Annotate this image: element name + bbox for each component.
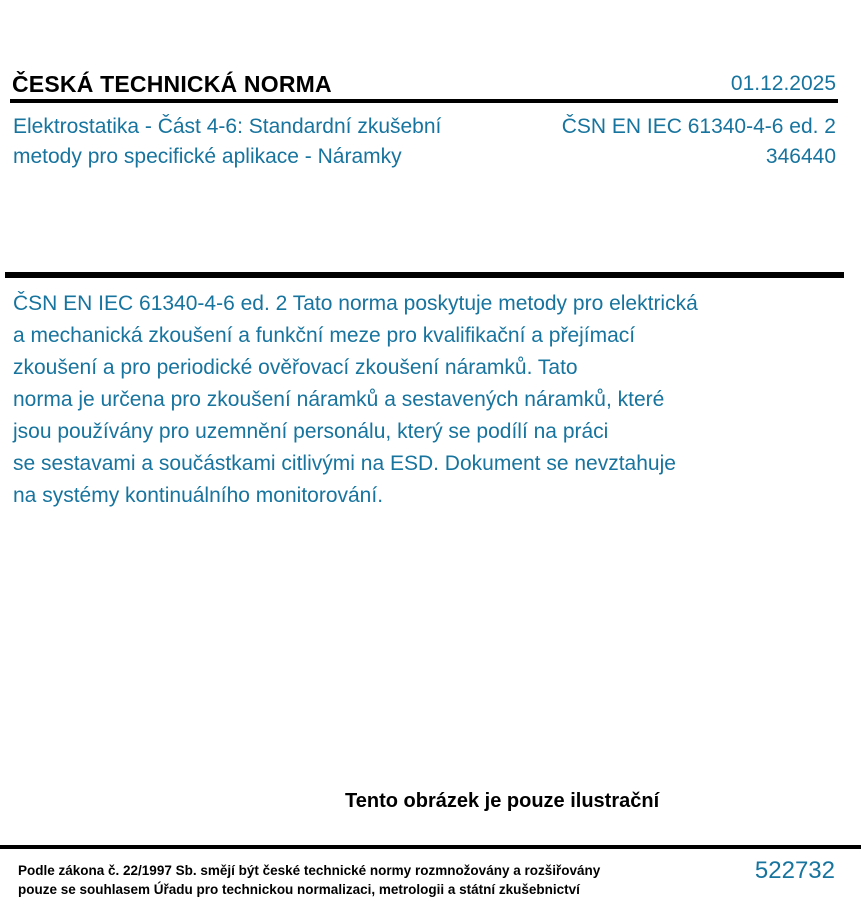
footer-legal-notice xyxy=(18,861,600,899)
footer-divider xyxy=(0,845,861,849)
abstract-line: ČSN EN IEC 61340-4-6 ed. 2 Tato norma poskytuje metody pro elektrická xyxy=(13,292,698,315)
standard-designation-block xyxy=(562,112,836,172)
issue-date: 01.12.2025 xyxy=(730,72,836,95)
header-divider xyxy=(10,99,838,103)
abstract-line: na systémy kontinuálního monitorování. xyxy=(13,484,384,507)
abstract-divider xyxy=(5,272,844,278)
standard-subtitle-line2: metody pro specifické aplikace - Náramky xyxy=(13,145,402,168)
illustration-disclaimer: Tento obrázek je pouze ilustrační xyxy=(345,790,660,812)
standard-abstract xyxy=(13,288,698,512)
abstract-line: jsou používány pro uzemnění personálu, který se podílí na práci xyxy=(13,420,609,443)
standard-designation: ČSN EN IEC 61340-4-6 ed. 2 xyxy=(561,115,836,138)
standard-class-number: 346440 xyxy=(765,145,836,168)
page-title: ČESKÁ TECHNICKÁ NORMA xyxy=(12,71,332,97)
footer-legal-line1: Podle zákona č. 22/1997 Sb. smějí být české technické normy rozmnožovány a rozšiřovány xyxy=(18,863,601,878)
footer-legal-line2: pouze se souhlasem Úřadu pro technickou normalizaci, metrologii a státní zkušebnictví xyxy=(18,882,580,897)
standard-subtitle-line1: Elektrostatika - Část 4-6: Standardní zkušební xyxy=(13,115,442,138)
abstract-line: norma je určena pro zkoušení náramků a sestavených náramků, které xyxy=(13,388,665,411)
footer-document-number: 522732 xyxy=(754,857,835,884)
abstract-line: zkoušení a pro periodické ověřovací zkoušení náramků. Tato xyxy=(13,356,578,379)
standard-subtitle xyxy=(13,112,441,172)
abstract-line: a mechanická zkoušení a funkční meze pro kvalifikační a přejímací xyxy=(13,324,636,347)
abstract-line: se sestavami a součástkami citlivými na ESD. Dokument se nevztahuje xyxy=(13,452,676,475)
